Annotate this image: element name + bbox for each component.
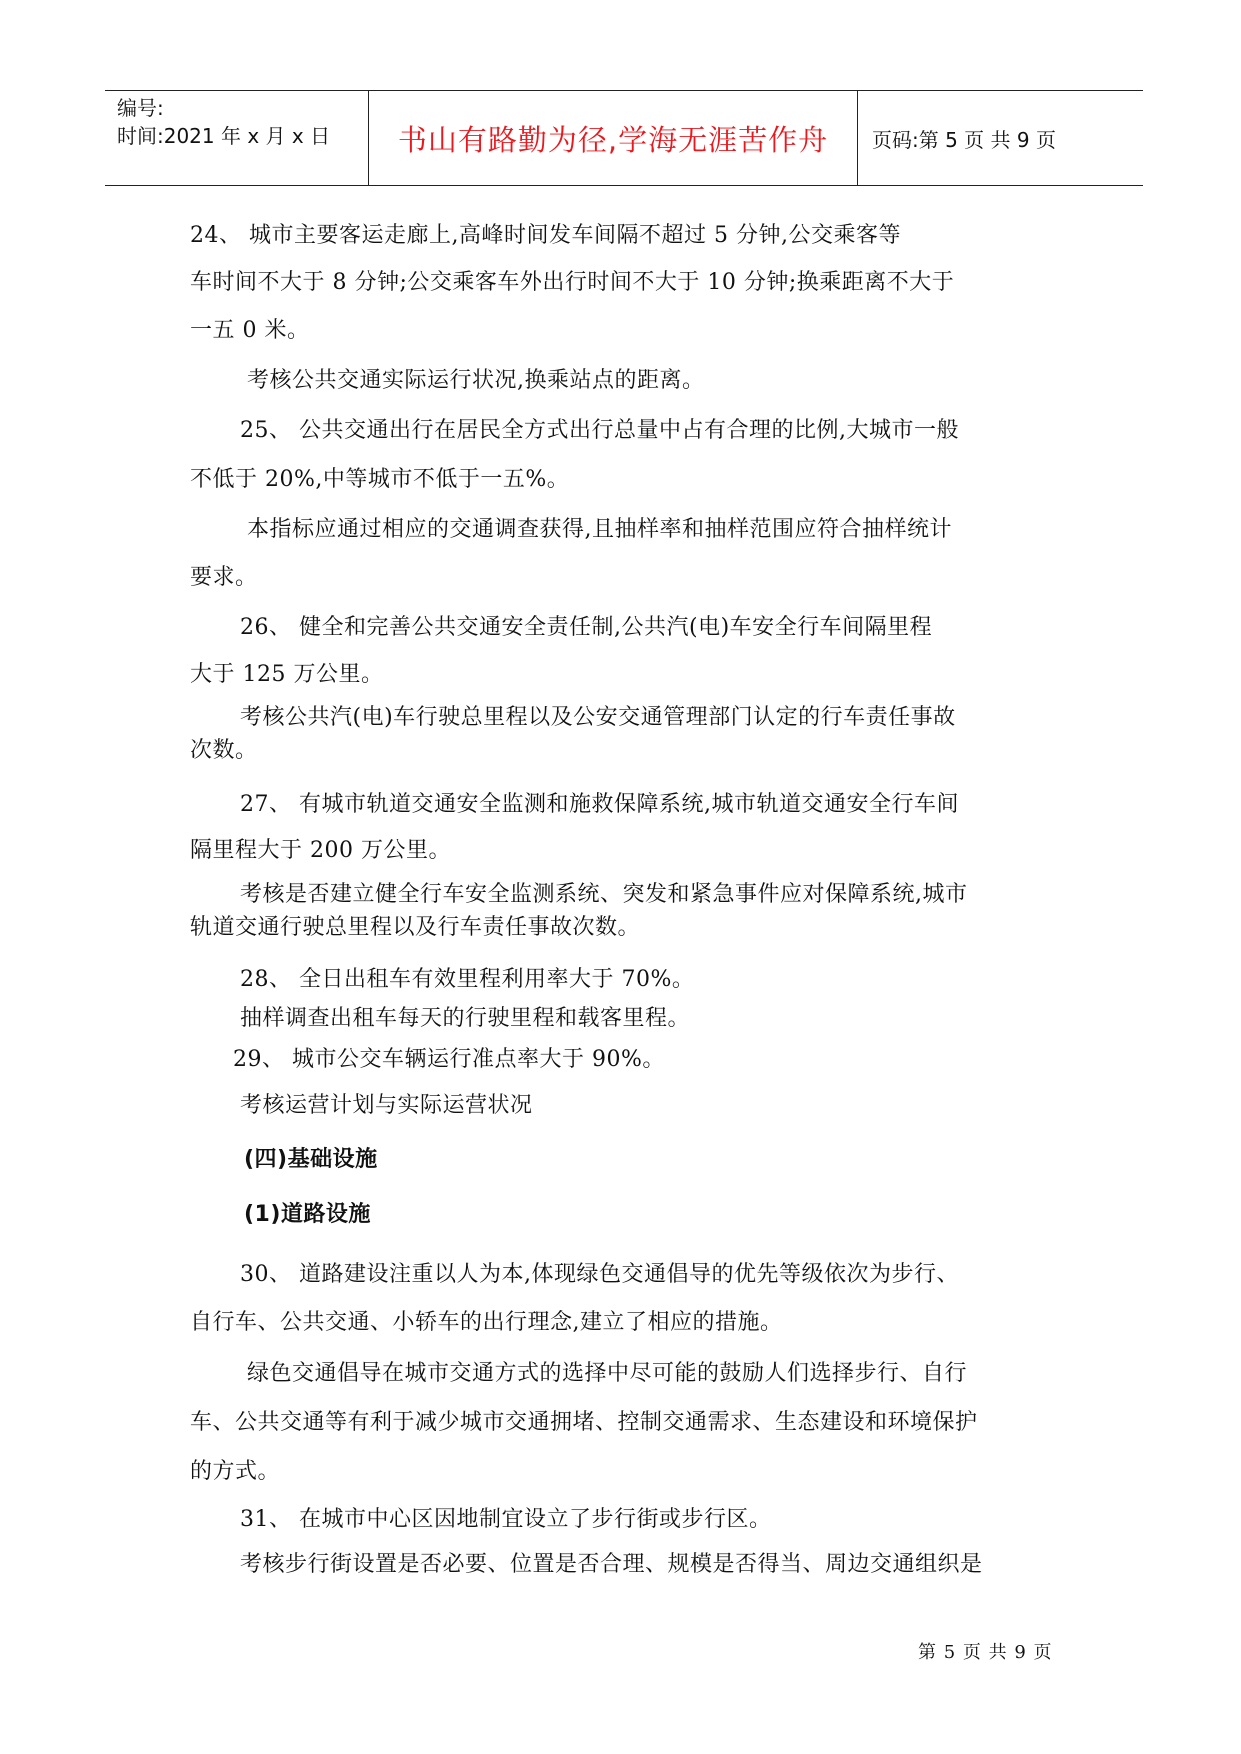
text-line: 隔里程大于 200 万公里。 [190, 838, 451, 863]
text-line: 一五 0 米。 [190, 318, 310, 343]
text-line: 要求。 [190, 565, 258, 590]
text-line: 轨道交通行驶总里程以及行车责任事故次数。 [190, 915, 641, 940]
text-line: 25、 公共交通出行在居民全方式出行总量中占有合理的比例,大城市一般 [240, 418, 959, 443]
header-page-code: 页码:第 5 页 共 9 页 [872, 127, 1056, 152]
page-header [105, 90, 1143, 186]
text-line: 不低于 20%,中等城市不低于一五%。 [190, 467, 570, 492]
text-line: 31、 在城市中心区因地制宜设立了步行街或步行区。 [240, 1507, 772, 1532]
text-line: 绿色交通倡导在城市交通方式的选择中尽可能的鼓励人们选择步行、自行 [247, 1361, 968, 1386]
text-line: 30、 道路建设注重以人为本,体现绿色交通倡导的优先等级依次为步行、 [240, 1262, 959, 1287]
text-line: 车、公共交通等有利于减少城市交通拥堵、控制交通需求、生态建设和环境保护 [190, 1410, 978, 1435]
text-line: 28、 全日出租车有效里程利用率大于 70%。 [240, 967, 695, 992]
text-line: 本指标应通过相应的交通调查获得,且抽样率和抽样范围应符合抽样统计 [247, 517, 952, 542]
document-number-label: 编号: [117, 96, 164, 120]
text-line: 考核是否建立健全行车安全监测系统、突发和紧急事件应对保障系统,城市 [240, 882, 968, 907]
text-line: 24、 城市主要客运走廊上,高峰时间发车间隔不超过 5 分钟,公交乘客等 [190, 223, 901, 248]
document-time: 时间:2021 年 x 月 x 日 [117, 124, 331, 148]
text-line: 的方式。 [190, 1459, 281, 1484]
text-line: 27、 有城市轨道交通安全监测和施救保障系统,城市轨道交通安全行车间 [240, 792, 959, 817]
page-footer: 第 5 页 共 9 页 [918, 1642, 1053, 1663]
text-line: 26、 健全和完善公共交通安全责任制,公共汽(电)车安全行车间隔里程 [240, 615, 933, 640]
text-line: 29、 城市公交车辆运行准点率大于 90%。 [233, 1047, 665, 1072]
subsection-heading: (1)道路设施 [244, 1202, 371, 1227]
text-line: 大于 125 万公里。 [190, 662, 384, 687]
text-line: 自行车、公共交通、小轿车的出行理念,建立了相应的措施。 [190, 1310, 783, 1335]
text-line: 考核运营计划与实际运营状况 [240, 1093, 533, 1118]
text-line: 考核公共交通实际运行状况,换乘站点的距离。 [247, 368, 705, 393]
section-heading: (四)基础设施 [244, 1147, 378, 1172]
text-line: 车时间不大于 8 分钟;公交乘客车外出行时间不大于 10 分钟;换乘距离不大于 [190, 270, 955, 295]
header-motto: 书山有路勤为径,学海无涯苦作舟 [397, 122, 829, 157]
text-line: 考核步行街设置是否必要、位置是否合理、规模是否得当、周边交通组织是 [240, 1552, 983, 1577]
text-line: 考核公共汽(电)车行驶总里程以及公安交通管理部门认定的行车责任事故 [240, 705, 956, 730]
header-divider [857, 91, 858, 185]
text-line: 抽样调查出租车每天的行驶里程和载客里程。 [240, 1006, 691, 1031]
text-line: 次数。 [190, 738, 258, 763]
